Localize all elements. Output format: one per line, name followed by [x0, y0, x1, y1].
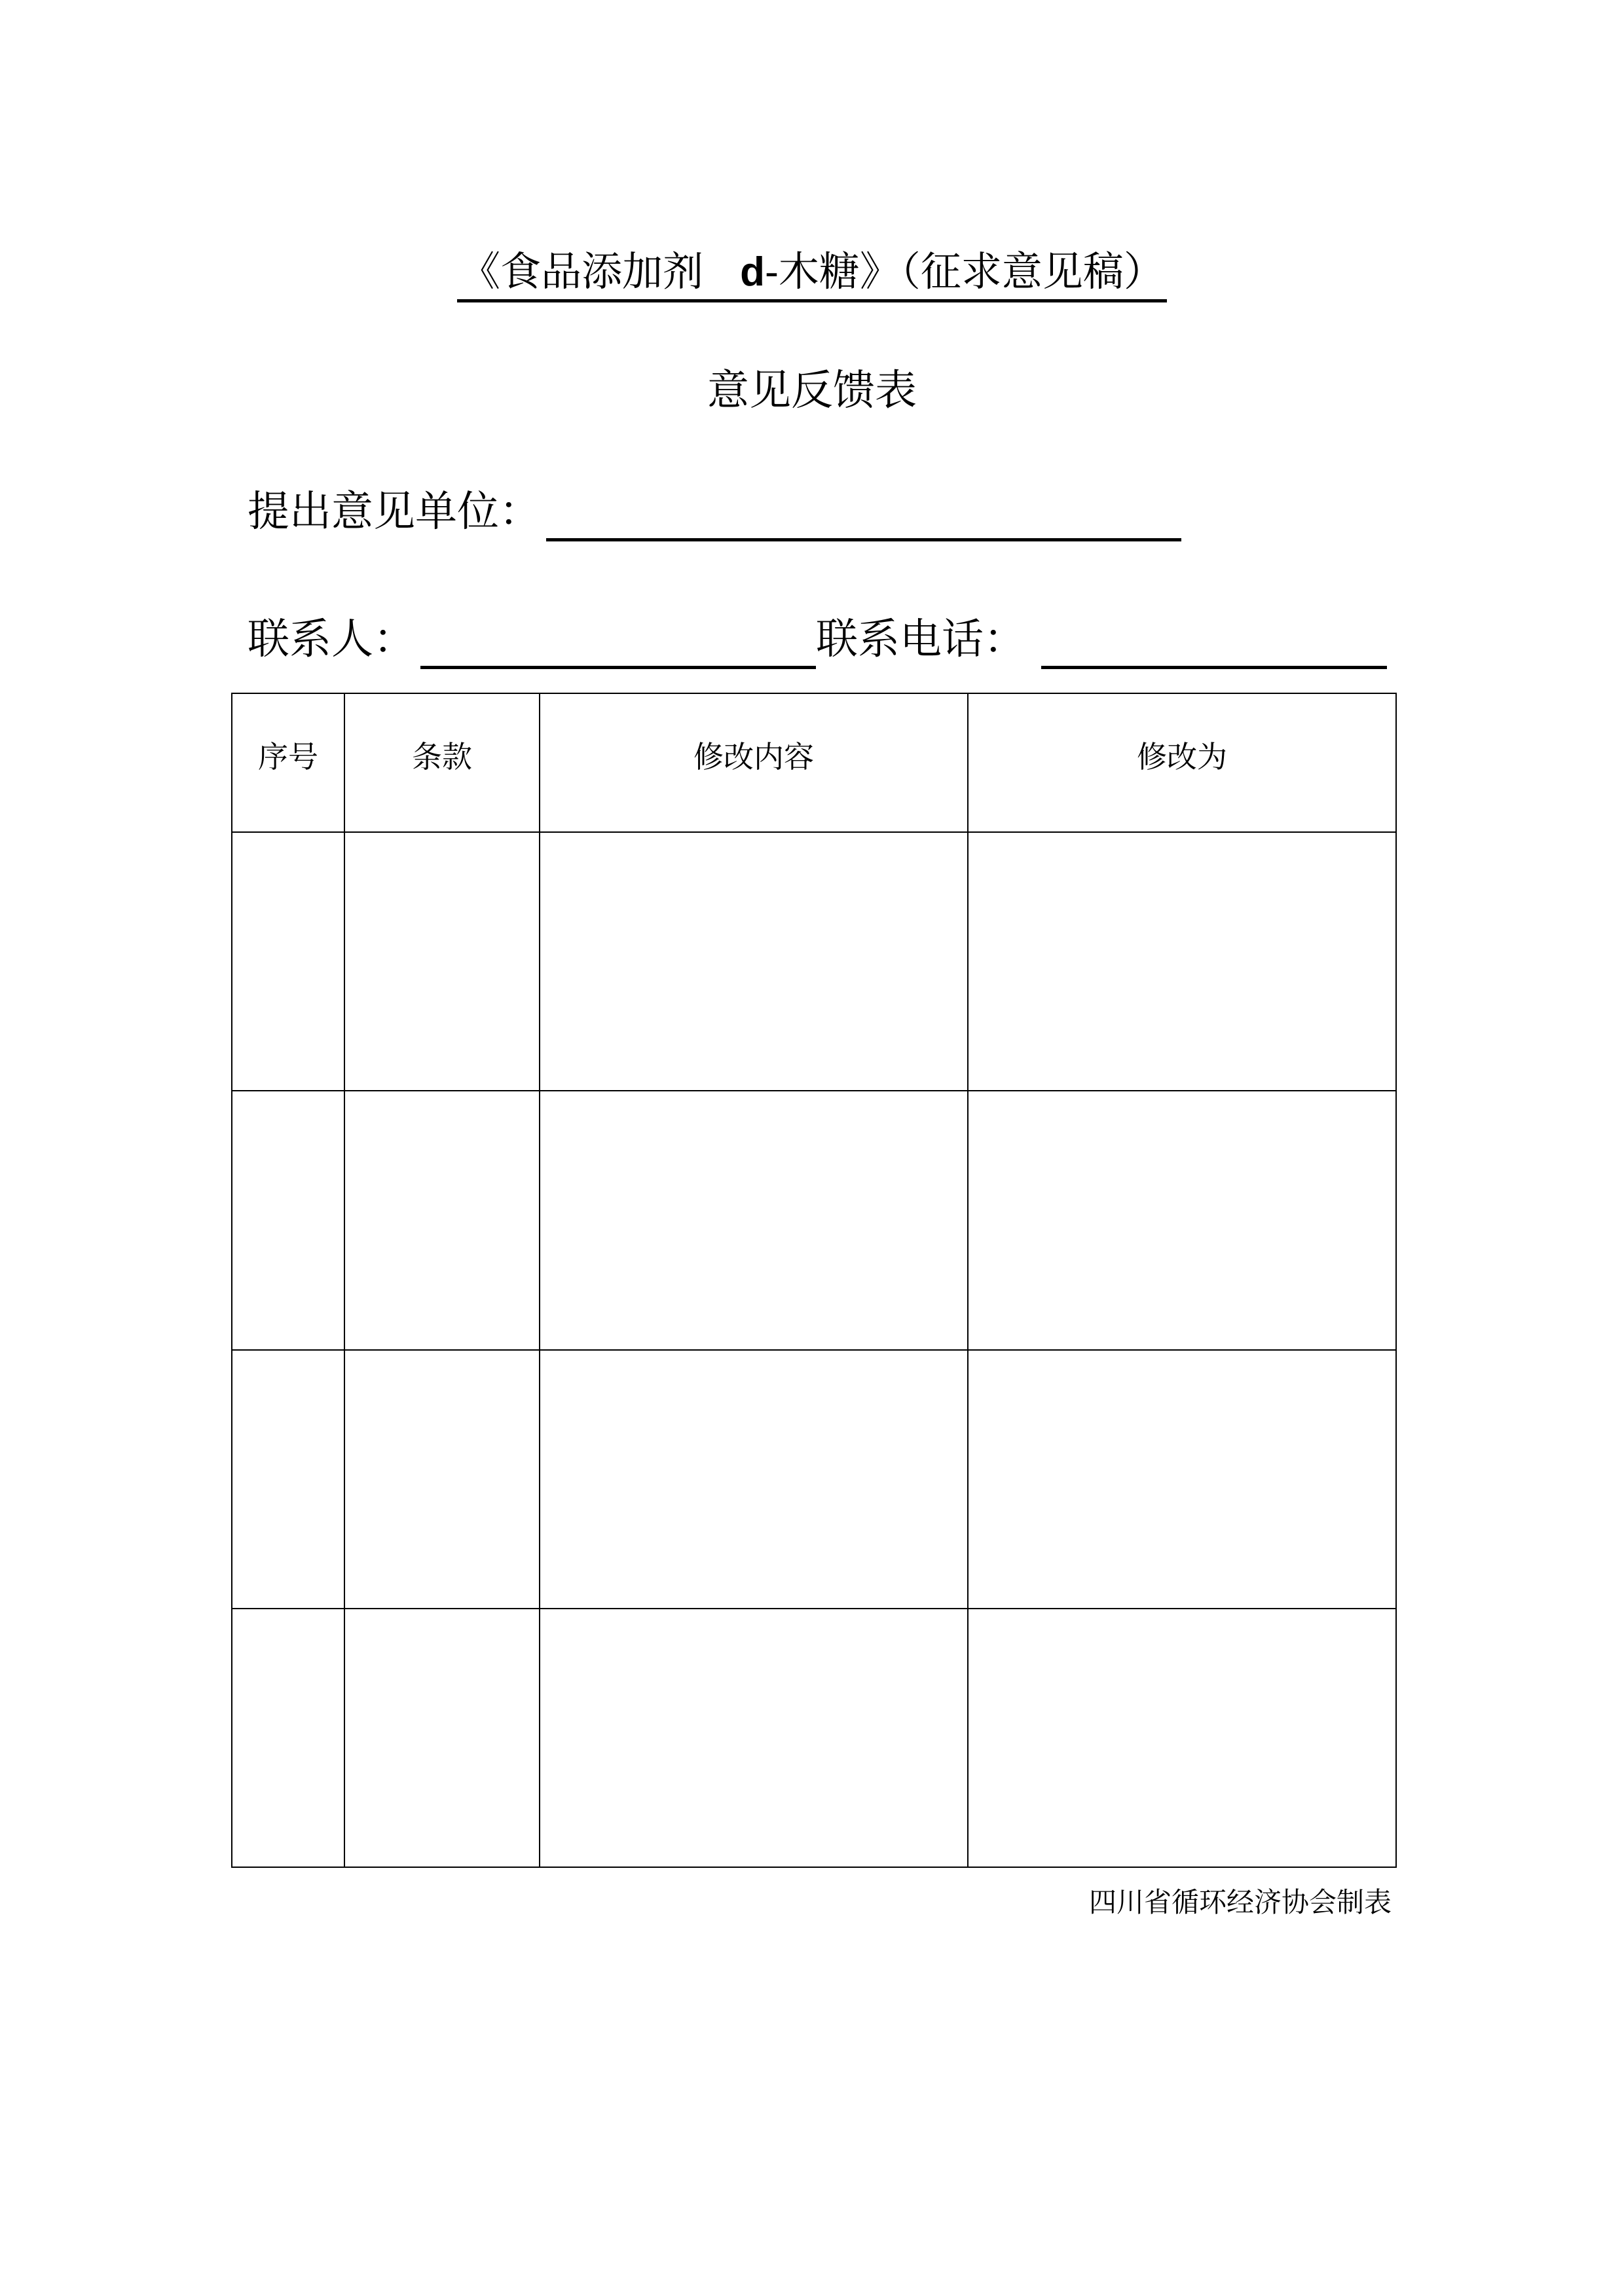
- unit-blank-line[interactable]: [546, 492, 1181, 541]
- serial-cell[interactable]: [232, 1091, 344, 1349]
- contact-label: 联系人：: [248, 615, 415, 664]
- contact-blank-line[interactable]: [420, 620, 816, 669]
- table-row: [232, 832, 1396, 1091]
- clause-cell[interactable]: [344, 1350, 540, 1609]
- table-header-row: [232, 693, 1396, 832]
- clause-cell[interactable]: [344, 1609, 540, 1867]
- table-row: [232, 1350, 1396, 1609]
- clause-cell[interactable]: [344, 1091, 540, 1349]
- header-modification-content: 修改内容: [540, 693, 968, 832]
- content-cell[interactable]: [540, 832, 968, 1091]
- phone-label: 联系电话：: [816, 615, 1025, 664]
- modify-to-cell[interactable]: [968, 832, 1396, 1091]
- content-cell[interactable]: [540, 1091, 968, 1349]
- serial-cell[interactable]: [232, 1609, 344, 1867]
- table-row: [232, 1609, 1396, 1867]
- modify-to-cell[interactable]: [968, 1609, 1396, 1867]
- header-serial-number: 序号: [232, 693, 344, 832]
- serial-cell[interactable]: [232, 1350, 344, 1609]
- title-suffix: -木糖》（征求意见稿）: [764, 247, 1164, 295]
- footer-issuer: 四川省循环经济协会制表: [1088, 1886, 1392, 1918]
- header-modify-to: 修改为: [968, 693, 1396, 832]
- title-latin: d: [740, 249, 765, 295]
- modify-to-cell[interactable]: [968, 1350, 1396, 1609]
- feedback-table: [231, 693, 1397, 1868]
- clause-cell[interactable]: [344, 832, 540, 1091]
- title-prefix: 《食品添加剂: [460, 247, 704, 295]
- table-row: [232, 1091, 1396, 1349]
- title-underlined-text: [457, 247, 1167, 302]
- header-clause: 条款: [344, 693, 540, 832]
- content-cell[interactable]: [540, 1609, 968, 1867]
- modify-to-cell[interactable]: [968, 1091, 1396, 1349]
- serial-cell[interactable]: [232, 832, 344, 1091]
- document-title: [0, 242, 1624, 302]
- unit-label: 提出意见单位：: [248, 488, 541, 536]
- unit-field-row: [248, 483, 1181, 541]
- form-subtitle: 意见反馈表: [707, 367, 917, 415]
- contact-field-row: [248, 610, 1387, 669]
- content-cell[interactable]: [540, 1350, 968, 1609]
- phone-blank-line[interactable]: [1041, 620, 1387, 669]
